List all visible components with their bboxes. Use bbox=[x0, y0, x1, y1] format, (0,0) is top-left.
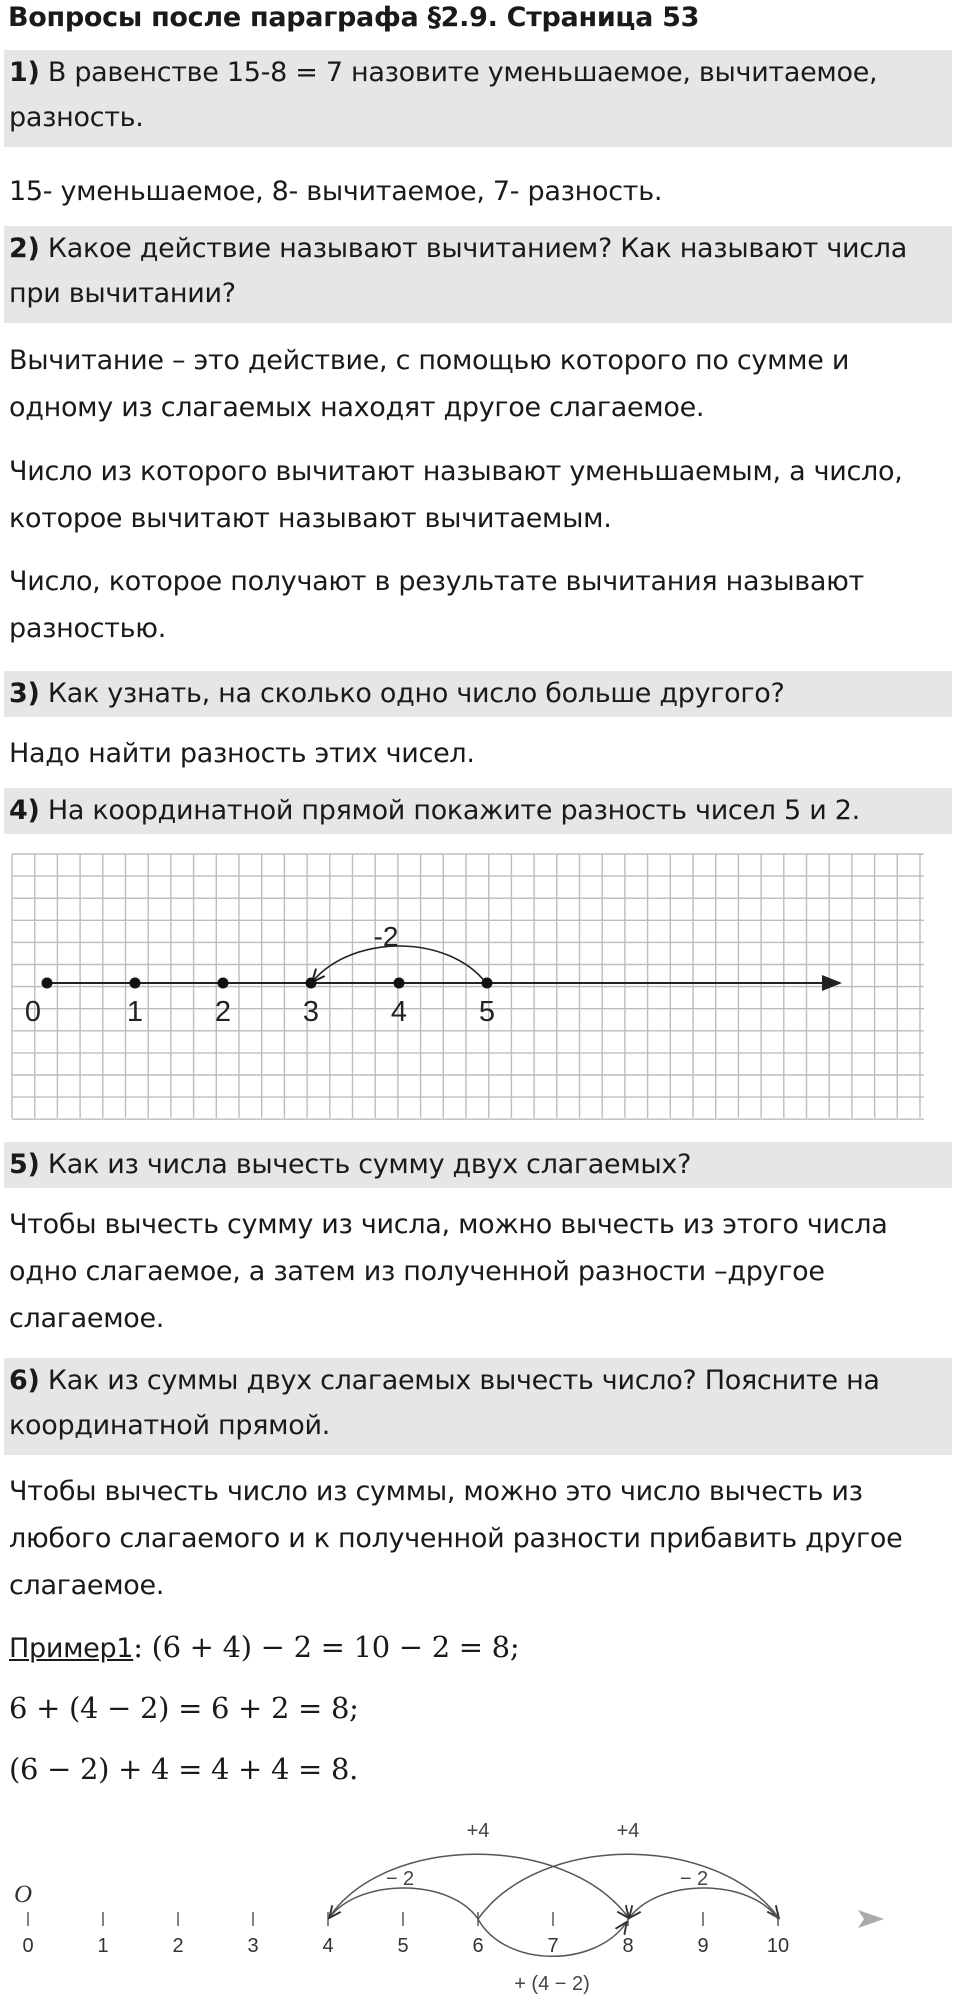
example-line-3: (6 − 2) + 4 = 4 + 4 = 8. bbox=[9, 1752, 359, 1786]
question-number: 4) bbox=[9, 795, 40, 826]
question-text: Как узнать, на сколько одно число больше другого? bbox=[47, 678, 785, 709]
origin-label: O bbox=[14, 1881, 33, 1908]
tick-label-1: 1 bbox=[97, 1935, 109, 1957]
question-text: Какое действие называют вычитанием? Как называют числа при вычитании? bbox=[9, 233, 908, 309]
plus-4-arc-right bbox=[478, 1854, 778, 1919]
tick-label-2: 2 bbox=[214, 996, 232, 1028]
point-2 bbox=[218, 978, 229, 989]
tick-labels bbox=[25, 978, 495, 1029]
grid bbox=[12, 854, 924, 1119]
tick-label-10: 10 bbox=[766, 1935, 790, 1957]
answer-2-paragraph-3: Число, которое получают в результате вычитания называют разностью. bbox=[9, 566, 864, 644]
tick-label-3: 3 bbox=[247, 1935, 259, 1957]
tick-labels bbox=[22, 1935, 789, 1957]
tick-label-1: 1 bbox=[126, 996, 144, 1028]
answer-1: 15- уменьшаемое, 8- вычитаемое, 7- разность. bbox=[9, 176, 663, 207]
minus-2-label-right: − 2 bbox=[679, 1868, 709, 1890]
answer-5: Чтобы вычесть сумму из числа, можно вычесть из этого числа одно слагаемое, а затем из полученной разности –другое слагаемое. bbox=[9, 1209, 888, 1334]
tick-label-2: 2 bbox=[172, 1935, 184, 1957]
tick-label-9: 9 bbox=[697, 1935, 709, 1957]
answer-3: Надо найти разность этих чисел. bbox=[9, 738, 475, 769]
example-line-1 bbox=[9, 1624, 954, 1672]
question-text: Как из суммы двух слагаемых вычесть число? Поясните на координатной прямой. bbox=[9, 1365, 880, 1441]
answer-2-paragraph-1: Вычитание – это действие, с помощью которого по сумме и одному из слагаемых находят другое слагаемое. bbox=[9, 345, 850, 423]
example-label: Пример1 bbox=[9, 1633, 134, 1664]
tick-label-3: 3 bbox=[302, 996, 320, 1028]
point-4 bbox=[394, 978, 405, 989]
question-5 bbox=[4, 1142, 952, 1188]
page-title: Вопросы после параграфа §2.9. Страница 53 bbox=[8, 2, 700, 33]
tick-label-6: 6 bbox=[472, 1935, 484, 1957]
question-3 bbox=[4, 671, 952, 717]
equation: : (6 + 4) − 2 = 10 − 2 = 8; bbox=[133, 1630, 520, 1664]
minus-2-label-left: − 2 bbox=[385, 1868, 415, 1890]
question-number: 6) bbox=[9, 1365, 40, 1396]
example-line-2: 6 + (4 − 2) = 6 + 2 = 8; bbox=[9, 1691, 359, 1725]
point-0 bbox=[42, 978, 53, 989]
question-2 bbox=[4, 226, 952, 323]
question-number: 2) bbox=[9, 233, 40, 264]
tick-label-4: 4 bbox=[322, 1935, 334, 1957]
question-text: На координатной прямой покажите разность чисел 5 и 2. bbox=[47, 795, 860, 826]
answer-6: Чтобы вычесть число из суммы, можно это число вычесть из любого слагаемого и к полученной разности прибавить другое слагаемое. bbox=[9, 1476, 903, 1601]
tick-label-5: 5 bbox=[397, 1935, 409, 1957]
tick-label-7: 7 bbox=[547, 1935, 559, 1957]
question-6 bbox=[4, 1358, 952, 1455]
question-number: 5) bbox=[9, 1149, 40, 1180]
question-1 bbox=[4, 50, 952, 147]
bottom-arc-label: + (4 − 2) bbox=[514, 1973, 590, 1995]
number-line-figure-1 bbox=[8, 852, 928, 1122]
tick-label-8: 8 bbox=[622, 1935, 634, 1957]
tick-label-4: 4 bbox=[390, 996, 408, 1028]
point-1 bbox=[130, 978, 141, 989]
answer-2-paragraph-2: Число из которого вычитают называют уменьшаемым, а число, которое вычитают называют вычитаемым. bbox=[9, 456, 903, 534]
question-text: Как из числа вычесть сумму двух слагаемых? bbox=[47, 1149, 692, 1180]
tick-label-0: 0 bbox=[24, 996, 42, 1028]
arc-label: -2 bbox=[373, 921, 399, 952]
plus-4-arc-left bbox=[328, 1854, 628, 1919]
tick-label-5: 5 bbox=[478, 996, 496, 1028]
question-4 bbox=[4, 788, 952, 834]
number-line-figure-2 bbox=[0, 1808, 960, 2002]
point-3 bbox=[306, 978, 317, 989]
question-number: 1) bbox=[9, 57, 40, 88]
tick-label-0: 0 bbox=[22, 1935, 34, 1957]
minus-2-arc-right bbox=[630, 1888, 778, 1919]
question-number: 3) bbox=[9, 678, 40, 709]
question-text: В равенстве 15-8 = 7 назовите уменьшаемое, вычитаемое, разность. bbox=[9, 57, 878, 133]
plus-4-label-right: +4 bbox=[616, 1820, 640, 1842]
plus-4-label-left: +4 bbox=[466, 1820, 490, 1842]
point-5 bbox=[482, 978, 493, 989]
